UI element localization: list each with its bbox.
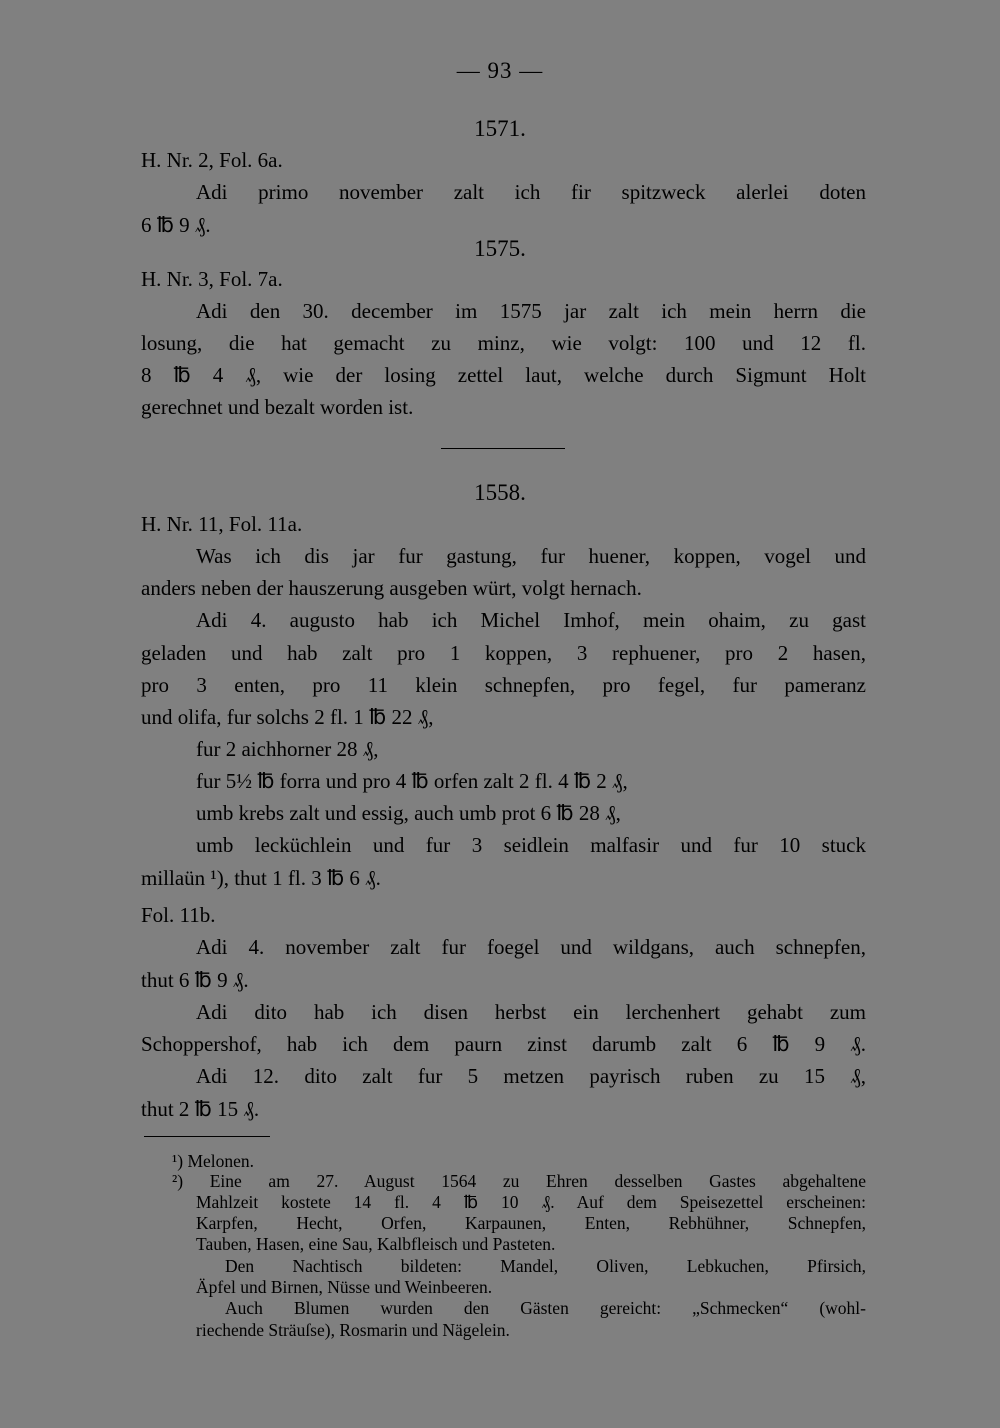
footnote-line: Tauben, Hasen, eine Sau, Kalbfleisch und Pasteten.: [196, 1234, 556, 1254]
text-line: losung, die hat gemacht zu minz, wie volgt: 100 und 12 fl.: [141, 331, 866, 355]
text-line: 6 ℔ 9 ₰.: [141, 213, 211, 237]
text-line: und olifa, fur solchs 2 fl. 1 ℔ 22 ₰,: [141, 705, 434, 729]
text-line: fur 5½ ℔ forra und pro 4 ℔ orfen zalt 2 fl. 4 ℔ 2 ₰,: [196, 769, 628, 793]
text-line: thut 6 ℔ 9 ₰.: [141, 968, 249, 992]
footnote-line: Auch Blumen wurden den Gästen gereicht: „Schmecken“ (wohl-: [225, 1298, 866, 1318]
year-heading-1558: 1558.: [474, 480, 526, 505]
footnote-rule: [144, 1136, 270, 1137]
text-line: Adi 4. augusto hab ich Michel Imhof, mein ohaim, zu gast: [196, 608, 866, 632]
footnote-line: Karpfen, Hecht, Orfen, Karpaunen, Enten, Rebhühner, Schnepfen,: [196, 1213, 866, 1233]
source-reference: H. Nr. 2, Fol. 6a.: [141, 148, 283, 172]
footnote-2: ²) Eine am 27. August 1564 zu Ehren desselben Gastes abgehaltene: [172, 1171, 866, 1191]
text-line: 8 ℔ 4 ₰, wie der losing zettel laut, welche durch Sigmunt Holt: [141, 363, 866, 387]
footnote-line: Äpfel und Birnen, Nüsse und Weinbeeren.: [196, 1277, 493, 1297]
year-heading-1571: 1571.: [474, 116, 526, 141]
text-line: Adi den 30. december im 1575 jar zalt ich mein herrn die: [196, 299, 866, 323]
folio-reference: Fol. 11b.: [141, 903, 216, 927]
text-line: Was ich dis jar fur gastung, fur huener, koppen, vogel und: [196, 544, 866, 568]
text-line: fur 2 aichhorner 28 ₰,: [196, 737, 379, 761]
footnote-line: Den Nachtisch bildeten: Mandel, Oliven, Lebkuchen, Pfirsich,: [225, 1256, 866, 1276]
text-line: anders neben der hauszerung ausgeben würt, volgt hernach.: [141, 576, 642, 600]
page-number: — 93 —: [456, 58, 544, 83]
year-heading-1575: 1575.: [474, 236, 526, 261]
footnote-line: riechende Sträuſse), Rosmarin und Nägelein.: [196, 1320, 510, 1340]
footnote-line: Mahlzeit kostete 14 fl. 4 ℔ 10 ₰. Auf dem Speisezettel erscheinen:: [196, 1192, 866, 1212]
footnote-1: ¹) Melonen.: [172, 1151, 255, 1171]
source-reference: H. Nr. 3, Fol. 7a.: [141, 267, 283, 291]
text-line: pro 3 enten, pro 11 klein schnepfen, pro fegel, fur pameranz: [141, 673, 866, 697]
text-line: Adi primo november zalt ich fir spitzweck alerlei doten: [196, 180, 866, 204]
text-line: Adi 12. dito zalt fur 5 metzen payrisch ruben zu 15 ₰,: [196, 1064, 866, 1088]
text-line: Adi dito hab ich disen herbst ein lerchenhert gehabt zum: [196, 1000, 866, 1024]
text-line: umb lecküchlein und fur 3 seidlein malfasir und fur 10 stuck: [196, 833, 866, 857]
text-line: Schoppershof, hab ich dem paurn zinst darumb zalt 6 ℔ 9 ₰.: [141, 1032, 866, 1056]
text-line: umb krebs zalt und essig, auch umb prot 6 ℔ 28 ₰,: [196, 801, 621, 825]
text-line: gerechnet und bezalt worden ist.: [141, 395, 414, 419]
text-line: thut 2 ℔ 15 ₰.: [141, 1097, 260, 1121]
text-line: Adi 4. november zalt fur foegel und wildgans, auch schnepfen,: [196, 935, 866, 959]
text-line: geladen und hab zalt pro 1 koppen, 3 rephuener, pro 2 hasen,: [141, 641, 866, 665]
text-line: millaün ¹), thut 1 fl. 3 ℔ 6 ₰.: [141, 866, 381, 890]
source-reference: H. Nr. 11, Fol. 11a.: [141, 512, 303, 536]
section-divider: [441, 448, 565, 449]
